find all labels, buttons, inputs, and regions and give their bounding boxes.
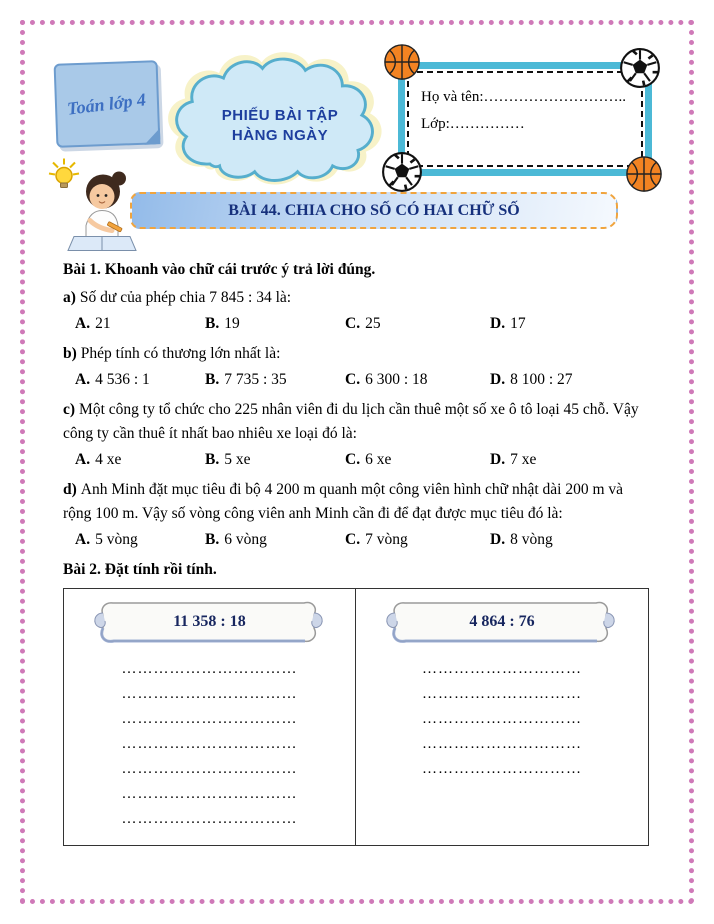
question-a bbox=[63, 286, 651, 310]
answer-dots-line: ………………………… bbox=[422, 686, 582, 703]
answer-dots-line: …………………………… bbox=[121, 661, 298, 678]
options-row-b bbox=[63, 368, 651, 392]
option-letter: A. bbox=[75, 451, 91, 469]
option-letter: C. bbox=[345, 371, 361, 389]
option bbox=[345, 368, 490, 392]
option-text: 4 xe bbox=[95, 451, 122, 469]
option-text: 4 536 : 1 bbox=[95, 371, 150, 389]
option-text: 5 xe bbox=[224, 451, 251, 469]
class-line: Lớp:…………… bbox=[421, 116, 525, 132]
option-letter: D. bbox=[490, 315, 506, 333]
option-text: 19 bbox=[224, 315, 240, 333]
title-cloud bbox=[163, 46, 397, 198]
answer-dots-line: …………………………… bbox=[121, 786, 298, 803]
option bbox=[205, 528, 345, 552]
soccer-ball-icon bbox=[381, 151, 423, 193]
option-text: 8 vòng bbox=[510, 531, 553, 549]
option-text: 6 300 : 18 bbox=[365, 371, 428, 389]
question-d bbox=[63, 478, 651, 526]
option-text: 7 vòng bbox=[365, 531, 408, 549]
option-letter: B. bbox=[205, 371, 220, 389]
grade-badge-label: Toán lớp 4 bbox=[66, 88, 148, 119]
option bbox=[205, 312, 345, 336]
cloud-title-line2: HÀNG NGÀY bbox=[231, 126, 329, 144]
options-row-a bbox=[63, 312, 651, 336]
name-line: Họ và tên:……………………….. bbox=[421, 89, 626, 105]
basketball-icon bbox=[625, 155, 663, 193]
option-letter: C. bbox=[345, 315, 361, 333]
option bbox=[345, 448, 490, 472]
name-box-inner bbox=[407, 71, 643, 167]
answer-dots-line: …………………………… bbox=[121, 686, 298, 703]
option bbox=[75, 448, 205, 472]
grade-badge bbox=[54, 60, 161, 148]
option-text: 7 xe bbox=[510, 451, 537, 469]
lesson-title: BÀI 44. CHIA CHO SỐ CÓ HAI CHỮ SỐ bbox=[228, 201, 520, 219]
exercise1-heading: Bài 1. Khoanh vào chữ cái trước ý trả lời đúng. bbox=[63, 261, 376, 278]
option bbox=[490, 368, 651, 392]
answer-dots-line: ………………………… bbox=[422, 661, 582, 678]
problem-label: 11 358 : 18 bbox=[173, 612, 246, 630]
answer-dots-line: ………………………… bbox=[422, 711, 582, 728]
options-row-d bbox=[63, 528, 651, 552]
exercise2-heading: Bài 2. Đặt tính rồi tính. bbox=[63, 561, 217, 579]
option bbox=[345, 528, 490, 552]
option-letter: A. bbox=[75, 315, 91, 333]
option bbox=[75, 368, 205, 392]
option-letter: D. bbox=[490, 451, 506, 469]
answer-column-right bbox=[356, 589, 648, 845]
question-text: Phép tính có thương lớn nhất là: bbox=[80, 345, 281, 363]
option bbox=[490, 448, 651, 472]
option-text: 6 vòng bbox=[224, 531, 267, 549]
option-letter: A. bbox=[75, 531, 91, 549]
option-text: 5 vòng bbox=[95, 531, 138, 549]
option bbox=[205, 368, 345, 392]
question-text: Số dư của phép chia 7 845 : 34 là: bbox=[79, 289, 292, 307]
options-row-c bbox=[63, 448, 651, 472]
option-letter: D. bbox=[490, 371, 506, 389]
option-letter: B. bbox=[205, 531, 220, 549]
answer-dots-line: …………………………… bbox=[121, 711, 298, 728]
question-label: b) bbox=[63, 345, 77, 363]
problem-scroll bbox=[91, 597, 329, 647]
option-letter: D. bbox=[490, 531, 506, 549]
problem-label: 4 864 : 76 bbox=[469, 612, 535, 630]
soccer-ball-icon bbox=[619, 47, 661, 89]
option bbox=[490, 528, 651, 552]
answer-dots-line: ………………………… bbox=[422, 761, 582, 778]
option-letter: B. bbox=[205, 451, 220, 469]
option-letter: B. bbox=[205, 315, 220, 333]
answer-table bbox=[63, 588, 649, 846]
question-label: c) bbox=[63, 401, 76, 419]
lesson-banner bbox=[130, 192, 618, 229]
worksheet-content bbox=[63, 258, 651, 846]
answer-dots-line: …………………………… bbox=[121, 761, 298, 778]
option-text: 21 bbox=[95, 315, 111, 333]
question-text: Một công ty tổ chức cho 225 nhân viên đi du lịch cần thuê một số xe ô tô loại 45 chỗ. Vậy công ty cần thuê ít nhất bao nhiêu xe loại đó là: bbox=[63, 401, 639, 443]
option bbox=[345, 312, 490, 336]
question-label: d) bbox=[63, 481, 77, 499]
question-c bbox=[63, 398, 651, 446]
option-letter: C. bbox=[345, 451, 361, 469]
option-text: 17 bbox=[510, 315, 526, 333]
option bbox=[205, 448, 345, 472]
question-text: Anh Minh đặt mục tiêu đi bộ 4 200 m quanh một công viên hình chữ nhật dài 200 m và rộng 100 m. Vậy số vòng công viên anh Minh cần đi để đạt được mục tiêu đó là: bbox=[63, 481, 624, 523]
question-label: a) bbox=[63, 289, 76, 307]
option-text: 25 bbox=[365, 315, 381, 333]
option-text: 6 xe bbox=[365, 451, 392, 469]
basketball-icon bbox=[383, 43, 421, 81]
answer-dots-line: …………………………… bbox=[121, 736, 298, 753]
option-letter: A. bbox=[75, 371, 91, 389]
problem-scroll bbox=[383, 597, 621, 647]
answer-dots-line: …………………………… bbox=[121, 811, 298, 828]
answer-column-left bbox=[64, 589, 356, 845]
cloud-title bbox=[163, 46, 397, 198]
option-letter: C. bbox=[345, 531, 361, 549]
answer-dots-line: ………………………… bbox=[422, 736, 582, 753]
question-b bbox=[63, 342, 651, 366]
option bbox=[75, 312, 205, 336]
option-text: 7 735 : 35 bbox=[224, 371, 287, 389]
name-box bbox=[398, 62, 652, 176]
option bbox=[75, 528, 205, 552]
option bbox=[490, 312, 651, 336]
cloud-title-line1: PHIẾU BÀI TẬP bbox=[221, 106, 339, 124]
option-text: 8 100 : 27 bbox=[510, 371, 573, 389]
